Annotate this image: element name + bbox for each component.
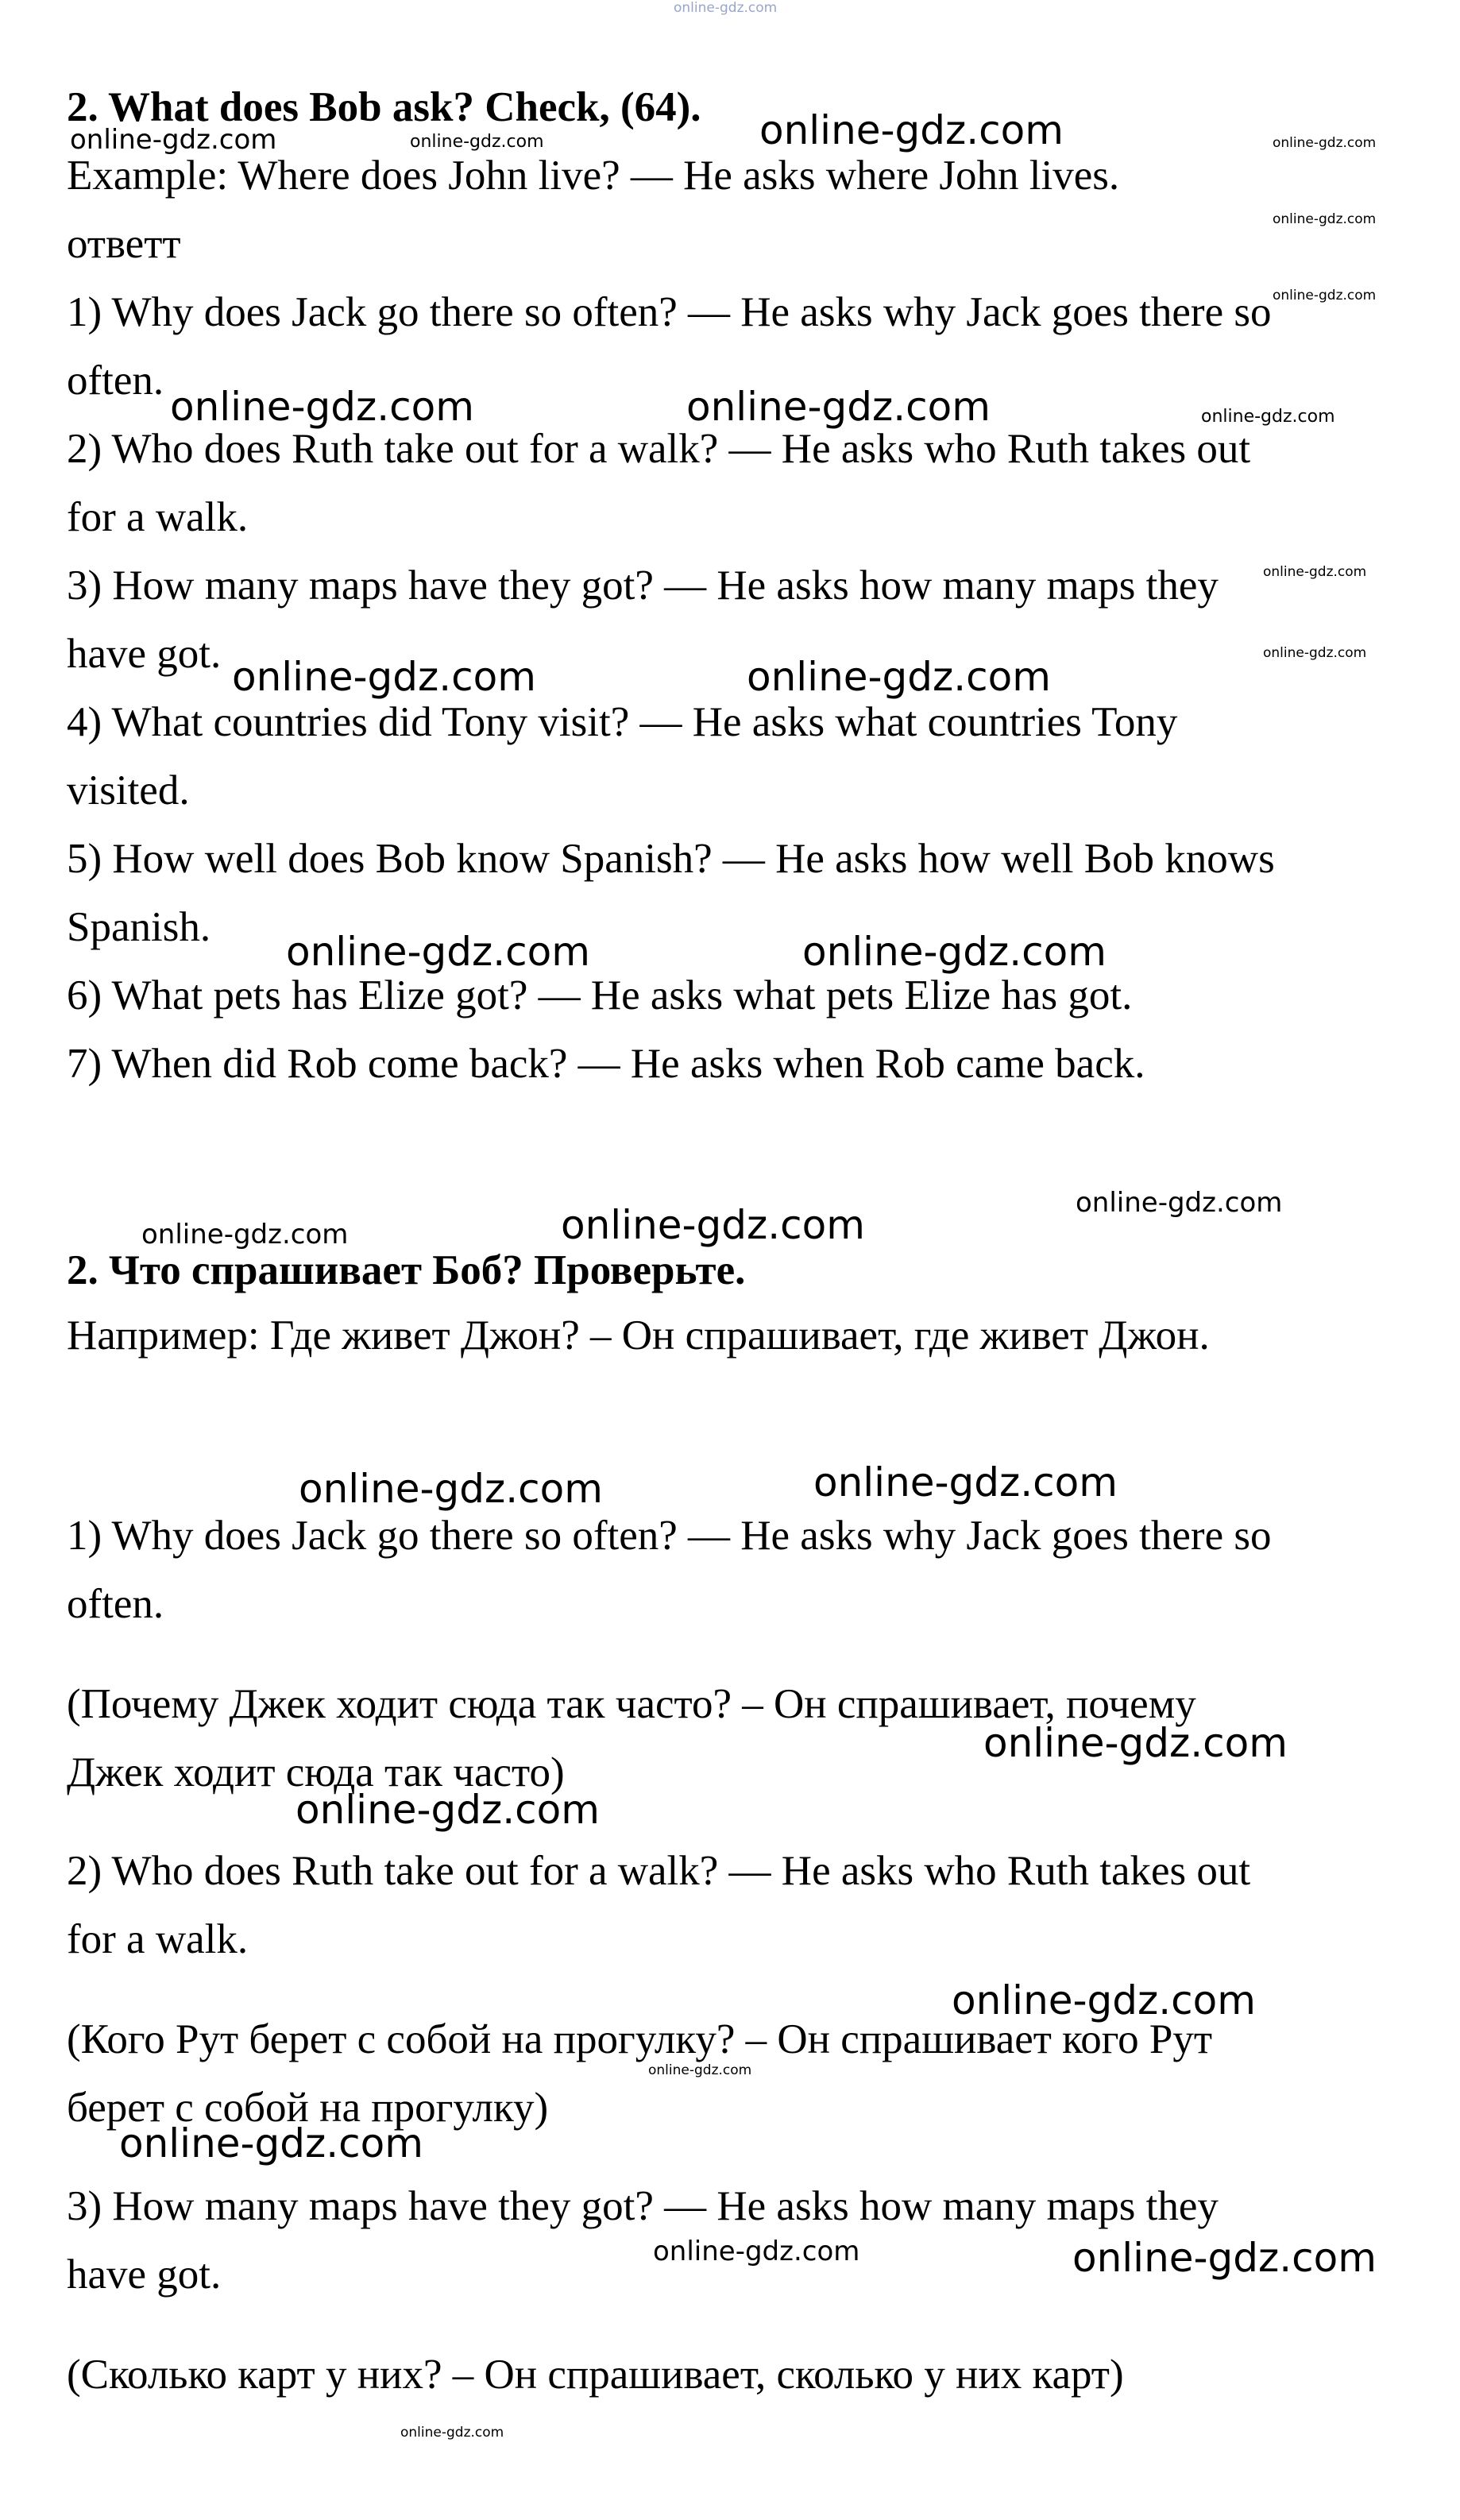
- english-line: for a walk.: [67, 494, 249, 540]
- watermark: online-gdz.com: [299, 1466, 603, 1512]
- watermark: online-gdz.com: [813, 1459, 1118, 1505]
- watermark: online-gdz.com: [983, 1720, 1288, 1766]
- watermark: online-gdz.com: [410, 132, 544, 152]
- watermark: online-gdz.com: [170, 384, 474, 430]
- top-watermark: online-gdz.com: [674, 0, 778, 16]
- watermark: online-gdz.com: [759, 107, 1064, 153]
- russian-line: have got.: [67, 2251, 222, 2298]
- watermark: online-gdz.com: [1263, 564, 1367, 580]
- watermark: online-gdz.com: [802, 929, 1107, 975]
- watermark: online-gdz.com: [141, 1219, 349, 1250]
- watermark: online-gdz.com: [952, 1977, 1256, 2023]
- english-line: 7) When did Rob come back? — He asks when Rob came back.: [67, 1041, 1145, 1087]
- watermark: online-gdz.com: [561, 1202, 865, 1248]
- english-line: 1) Why does Jack go there so often? — He asks why Jack goes there so: [67, 289, 1272, 335]
- english-heading: 2. What does Bob ask? Check, (64).: [67, 84, 701, 130]
- russian-line: Джек ходит сюда так часто): [67, 1749, 565, 1795]
- russian-line: (Сколько карт у них? – Он спрашивает, сколько у них карт): [67, 2352, 1124, 2398]
- watermark: online-gdz.com: [686, 384, 991, 430]
- russian-line: 3) How many maps have they got? — He asks how many maps they: [67, 2183, 1219, 2229]
- english-line: have got.: [67, 631, 222, 677]
- watermark: online-gdz.com: [1273, 211, 1377, 227]
- english-line: visited.: [67, 767, 190, 814]
- english-line: often.: [67, 358, 164, 404]
- watermark: online-gdz.com: [1201, 407, 1335, 427]
- watermark: online-gdz.com: [1072, 2235, 1377, 2281]
- watermark: online-gdz.com: [653, 2236, 860, 2267]
- russian-line: (Почему Джек ходит сюда так часто? – Он спрашивает, почему: [67, 1681, 1196, 1727]
- watermark: online-gdz.com: [232, 654, 536, 700]
- english-example: Example: Where does John live? — He asks where John lives.: [67, 153, 1120, 199]
- russian-line: 2) Who does Ruth take out for a walk? — He asks who Ruth takes out: [67, 1848, 1251, 1894]
- watermark: online-gdz.com: [1273, 288, 1377, 303]
- english-line: 4) What countries did Tony visit? — He asks what countries Tony: [67, 699, 1178, 745]
- watermark: online-gdz.com: [400, 2425, 504, 2441]
- russian-heading: 2. Что спрашивает Боб? Проверьте.: [67, 1247, 746, 1293]
- english-line: 3) How many maps have they got? — He asks how many maps they: [67, 562, 1219, 609]
- watermark: online-gdz.com: [1273, 135, 1377, 151]
- watermark: online-gdz.com: [1076, 1187, 1283, 1219]
- watermark: online-gdz.com: [648, 2062, 752, 2078]
- english-line: 2) Who does Ruth take out for a walk? — He asks who Ruth takes out: [67, 426, 1251, 472]
- english-line: 5) How well does Bob know Spanish? — He asks how well Bob knows: [67, 836, 1275, 882]
- watermark: online-gdz.com: [70, 124, 277, 156]
- russian-line: берет с собой на прогулку): [67, 2085, 549, 2131]
- russian-example: Например: Где живет Джон? – Он спрашивает, где живет Джон.: [67, 1312, 1210, 1359]
- russian-line: 1) Why does Jack go there so often? — He asks why Jack goes there so: [67, 1513, 1272, 1559]
- english-line: Spanish.: [67, 904, 211, 950]
- answer-label: ответт: [67, 221, 181, 267]
- russian-line: (Кого Рут берет с собой на прогулку? – Он спрашивает кого Рут: [67, 2016, 1213, 2062]
- russian-line: often.: [67, 1581, 164, 1627]
- russian-line: for a walk.: [67, 1916, 249, 1962]
- watermark: online-gdz.com: [295, 1787, 600, 1833]
- watermark: online-gdz.com: [119, 2120, 423, 2166]
- english-line: 6) What pets has Elize got? — He asks what pets Elize has got.: [67, 972, 1133, 1018]
- watermark: online-gdz.com: [1263, 645, 1367, 661]
- watermark: online-gdz.com: [286, 929, 590, 975]
- watermark: online-gdz.com: [747, 654, 1051, 700]
